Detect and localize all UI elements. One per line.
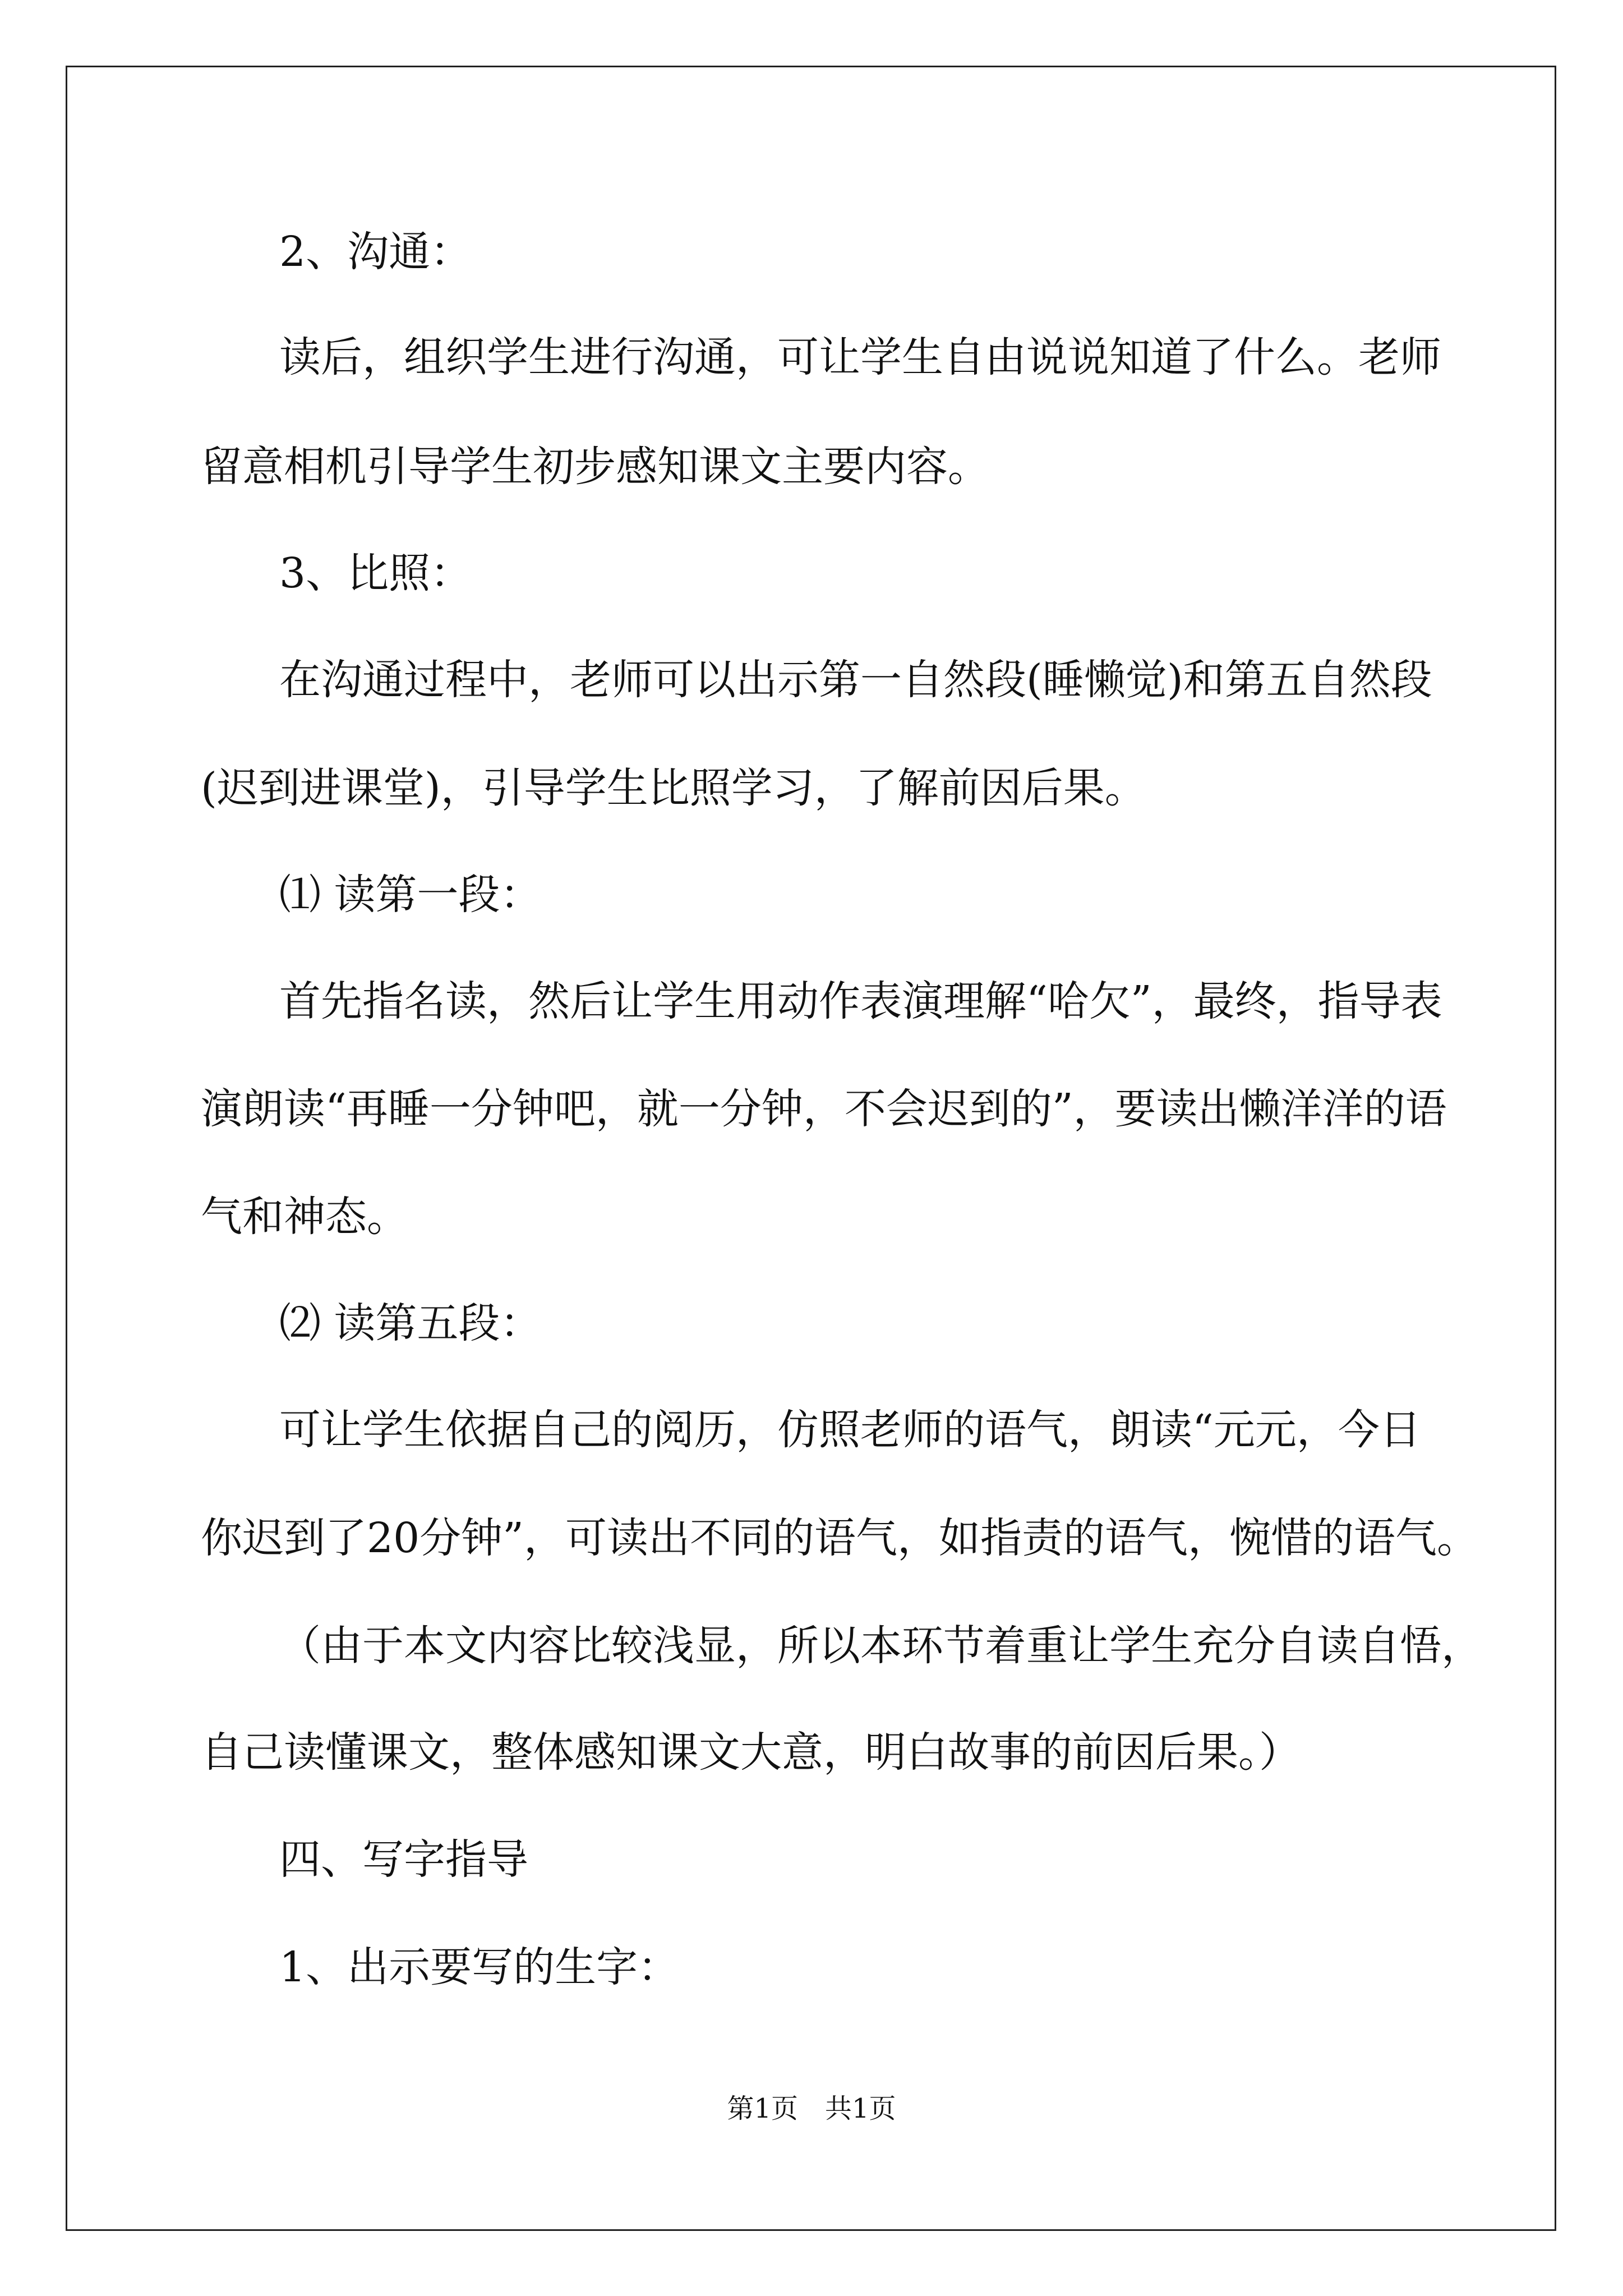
heading-writing-guidance: 四、写字指导 (279, 1835, 528, 1884)
paragraph-line: 气和神态。 (201, 1193, 408, 1241)
paragraph-line: 可让学生依据自己的阅历，仿照老师的语气，朗读“元元，今日 (279, 1406, 1421, 1454)
page-border (66, 66, 1556, 2231)
paragraph-line: 自己读懂课文，整体感知课文大意，明白故事的前因后果。） (201, 1728, 1301, 1777)
paragraph-line: （由于本文内容比较浅显，所以本环节着重让学生充分自读自悟， (279, 1622, 1483, 1670)
page-footer: 第1页 共1页 (727, 2093, 896, 2124)
paragraph-line: 留意相机引导学生初步感知课文主要内容。 (201, 443, 989, 491)
paragraph-line: 演朗读“再睡一分钟吧，就一分钟，不会迟到的”，要读出懒洋洋的语 (201, 1085, 1447, 1133)
paragraph-line: 在沟通过程中，老师可以出示第一自然段(睡懒觉)和第五自然段 (279, 656, 1432, 704)
heading-compare: 3、比照： (279, 549, 472, 597)
subheading-read-first-paragraph: ⑴ 读第一段： (279, 871, 542, 919)
paragraph-line: 你迟到了20分钟”，可读出不同的语气，如指责的语气，惋惜的语气。 (201, 1514, 1478, 1562)
paragraph-line: (迟到进课堂)，引导学生比照学习，了解前因后果。 (201, 764, 1146, 812)
heading-communicate: 2、沟通： (279, 228, 472, 276)
heading-show-characters: 1、出示要写的生字： (279, 1943, 680, 1991)
subheading-read-fifth-paragraph: ⑵ 读第五段： (279, 1299, 542, 1347)
paragraph-line: 读后，组织学生进行沟通，可让学生自由说说知道了什么。老师 (279, 333, 1441, 381)
paragraph-line: 首先指名读，然后让学生用动作表演理解“哈欠”，最终，指导表 (279, 977, 1442, 1025)
